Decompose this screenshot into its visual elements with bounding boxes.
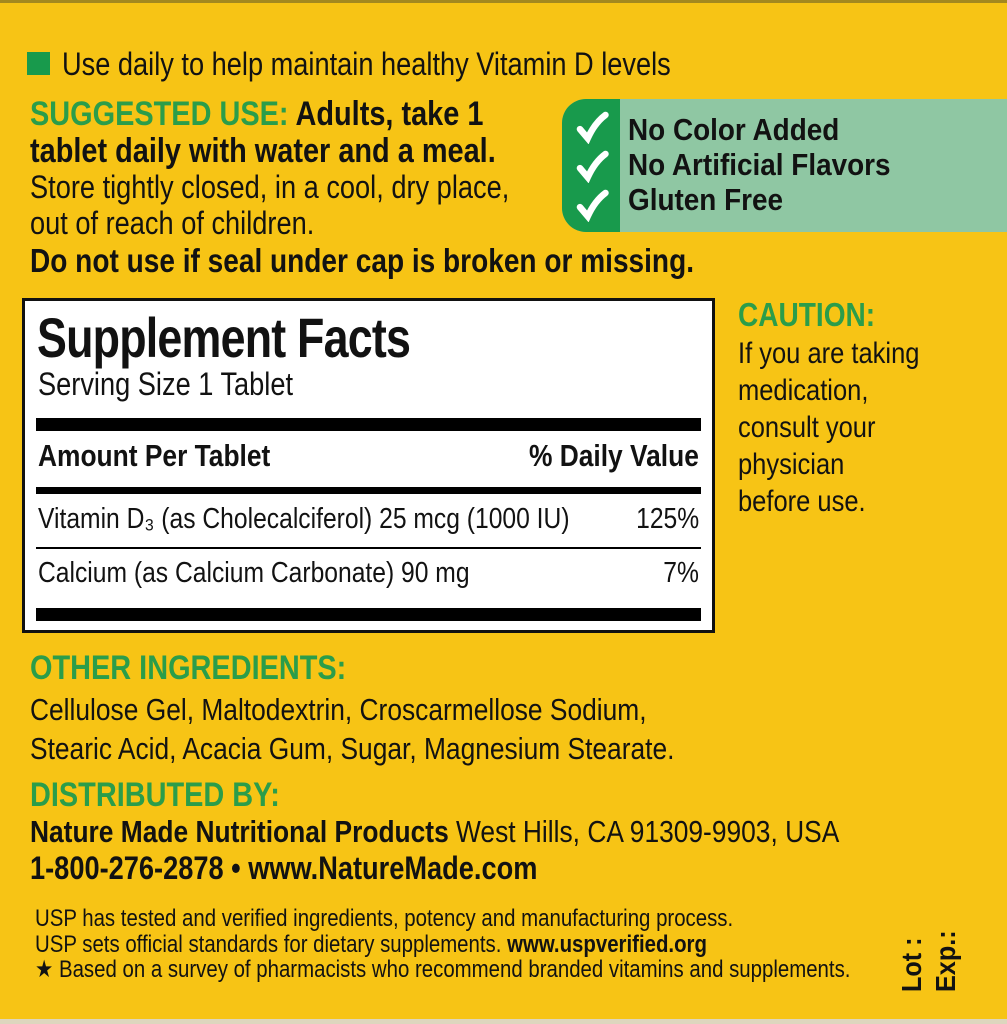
claims-box [562,99,1007,232]
caution-line: physician [738,448,845,481]
caution-line: medication, [738,374,869,407]
check-icon [575,149,609,183]
divider-thin [36,547,701,549]
usp-verified-url: www.uspverified.org [507,931,707,958]
other-ingredients-line2: Stearic Acid, Acacia Gum, Sugar, Magnesium Stearate. [30,731,675,766]
distributor-address: West Hills, CA 91309-9903, USA [448,814,840,849]
other-ingredients-line1: Cellulose Gel, Maltodextrin, Croscarmellose Sodium, [30,692,647,727]
claim-no-artificial-flavors: No Artificial Flavors [628,147,891,182]
storage-line1: Store tightly closed, in a cool, dry place, [30,169,510,205]
other-ingredients-label: OTHER INGREDIENTS: [30,649,347,687]
divider-bottom-thick [36,608,701,621]
lot-field: Lot : [896,937,927,992]
divider-thick [36,418,701,431]
exp-field: Exp.: [930,930,961,992]
claim-no-color-added: No Color Added [628,112,840,147]
usp-line2-text: USP sets official standards for dietary supplements. [35,931,508,958]
nutrient-vitamin-d3: Vitamin D₃ (as Cholecalciferol) 25 mcg (1000 IU) [38,503,570,535]
suggested-use-line1 [30,96,483,133]
usp-line3: ★ Based on a survey of pharmacists who recommend branded vitamins and supplements. [35,956,851,983]
seal-warning: Do not use if seal under cap is broken or missing. [30,242,694,279]
usp-line2 [35,932,707,958]
check-icon [575,188,609,222]
caution-line: consult your [738,411,876,444]
supplement-facts-panel [22,298,715,633]
supplement-facts-title: Supplement Facts [37,306,411,369]
claims-check-column [562,99,620,232]
nutrient-vitamin-d3-dv: 125% [635,503,699,535]
caution-line: If you are taking [738,337,920,370]
green-square-bullet-icon [27,52,50,75]
contact-line: 1-800-276-2878 • www.NatureMade.com [30,850,538,886]
caution-text [738,335,919,520]
storage-line2: out of reach of children. [30,205,315,241]
suggested-use-intro: Adults, take 1 [295,95,484,133]
caution-label: CAUTION: [738,296,876,333]
headline-text: Use daily to help maintain healthy Vitamin D levels [62,46,671,82]
distributor-line [30,815,839,848]
suggested-use-label: SUGGESTED USE: [30,95,296,133]
amount-per-tablet-header: Amount Per Tablet [38,438,271,473]
bottom-edge-strip [0,1019,1007,1024]
check-icon [575,110,609,144]
divider-medium [36,487,701,494]
nutrient-calcium-dv: 7% [663,557,699,589]
nutrient-calcium: Calcium (as Calcium Carbonate) 90 mg [38,557,470,589]
serving-size: Serving Size 1 Tablet [38,366,294,402]
usp-line1: USP has tested and verified ingredients, potency and manufacturing process. [35,905,734,932]
caution-line: before use. [738,485,866,518]
claim-gluten-free: Gluten Free [628,182,784,217]
suggested-use-line2: tablet daily with water and a meal. [30,132,496,170]
daily-value-header: % Daily Value [529,438,699,473]
distributor-company: Nature Made Nutritional Products [30,814,449,849]
distributed-by-label: DISTRIBUTED BY: [30,776,280,814]
top-edge-strip [0,0,1007,3]
